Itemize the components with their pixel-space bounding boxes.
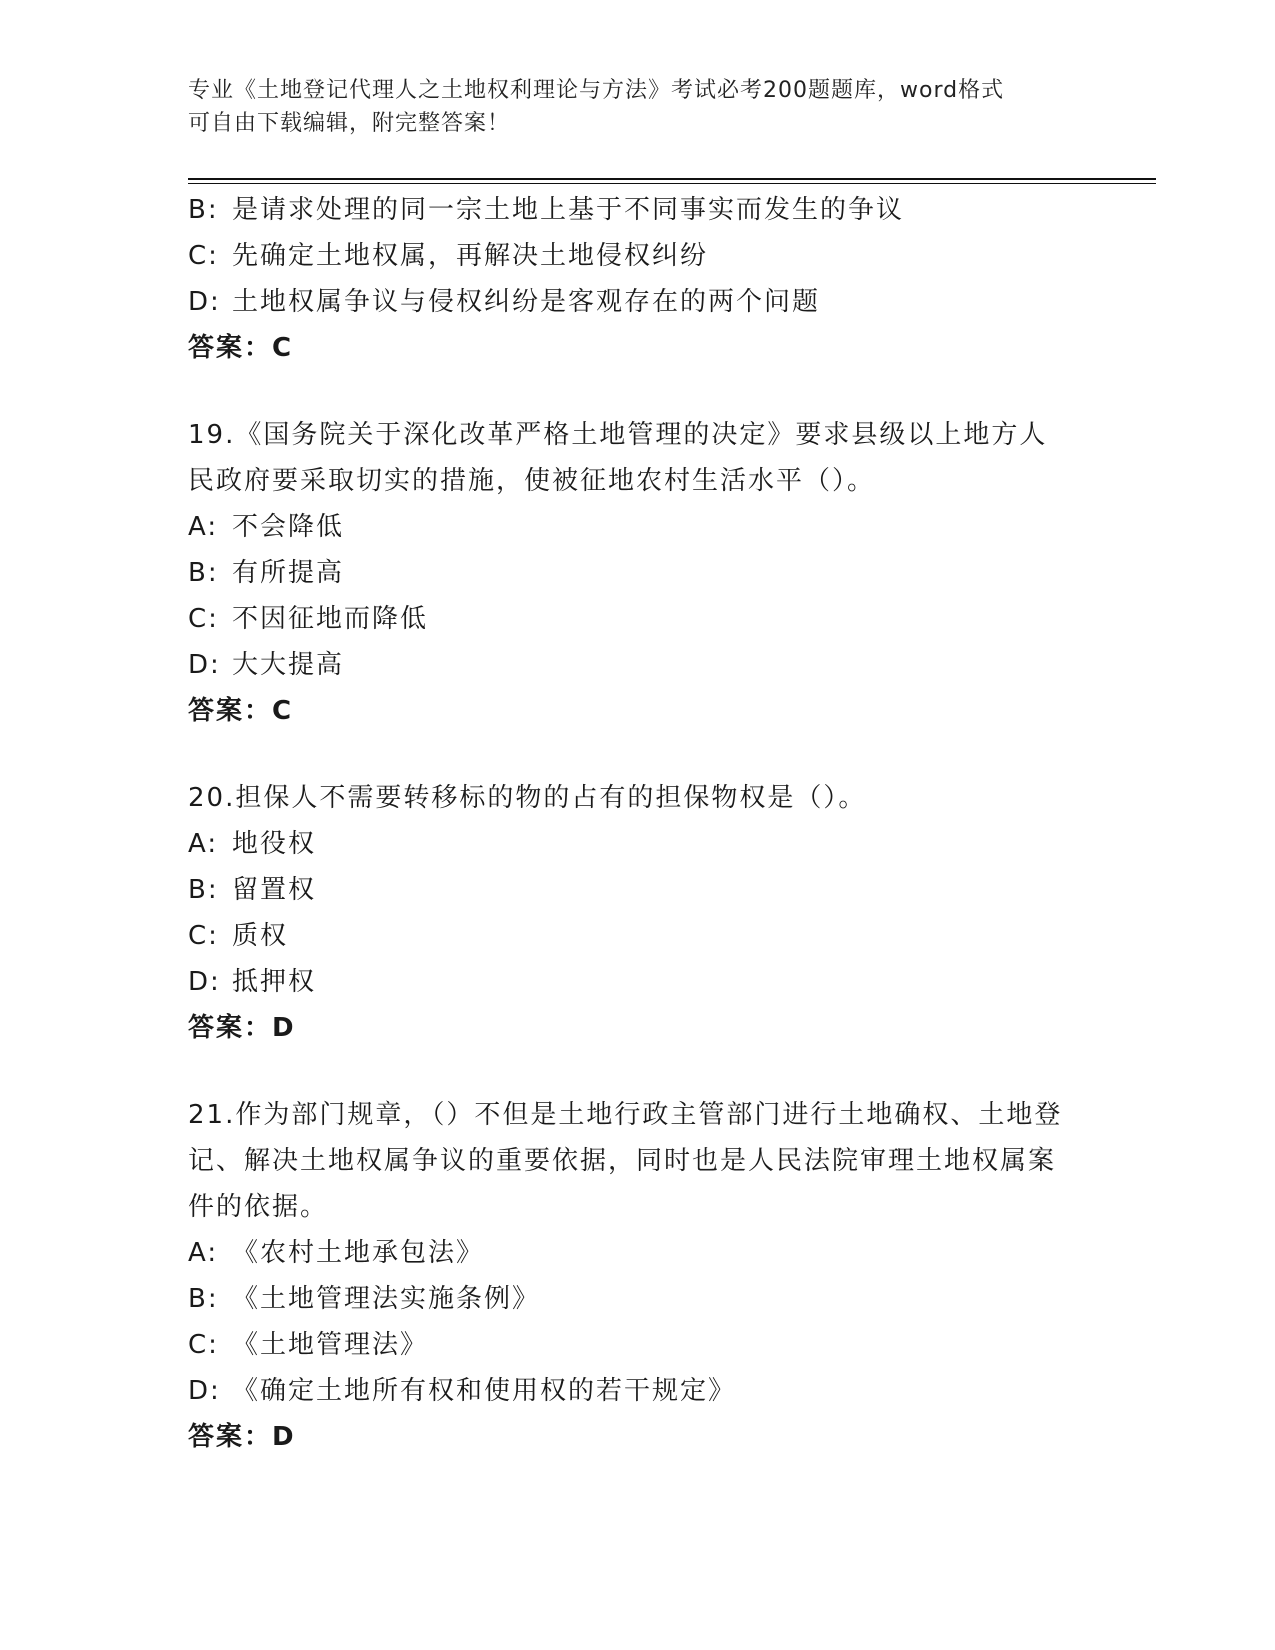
question-19 xyxy=(188,412,1088,734)
option-text: 抵押权 xyxy=(232,967,317,997)
answer-line: 答案：D xyxy=(188,1422,296,1452)
option-label: C: xyxy=(188,604,219,634)
header-line-2: 可自由下载编辑，附完整答案！ xyxy=(188,111,511,136)
option-item xyxy=(188,1230,1088,1276)
question-20 xyxy=(188,775,1088,1051)
option-text: 不会降低 xyxy=(232,512,345,542)
option-label: A: xyxy=(188,512,219,542)
option-item xyxy=(188,642,1088,688)
option-label: B: xyxy=(188,195,219,225)
question-list xyxy=(188,187,1088,1460)
option-label: A: xyxy=(188,1238,219,1268)
option-text: 有所提高 xyxy=(232,558,345,588)
question-stem: 20.担保人不需要转移标的物的占有的担保物权是（）。 xyxy=(188,783,867,813)
option-item xyxy=(188,504,1088,550)
answer-line: 答案：C xyxy=(188,696,294,726)
option-item xyxy=(188,821,1088,867)
option-label: C: xyxy=(188,1330,219,1360)
option-item xyxy=(188,187,1088,233)
option-item xyxy=(188,867,1088,913)
question-stem: 21.作为部门规章，（）不但是土地行政主管部门进行土地确权、土地登记、解决土地权属争议的重要依据，同时也是人民法院审理土地权属案件的依据。 xyxy=(188,1100,1063,1222)
option-label: D: xyxy=(188,650,221,680)
question-stem: 19.《国务院关于深化改革严格土地管理的决定》要求县级以上地方人民政府要采取切实的措施，使被征地农村生活水平（）。 xyxy=(188,420,1048,496)
option-label: B: xyxy=(188,1284,219,1314)
option-text: 大大提高 xyxy=(232,650,345,680)
option-label: D: xyxy=(188,967,221,997)
option-label: B: xyxy=(188,558,219,588)
option-item xyxy=(188,279,1088,325)
option-text: 是请求处理的同一宗土地上基于不同事实而发生的争议 xyxy=(232,195,905,225)
option-label: D: xyxy=(188,287,221,317)
option-text: 不因征地而降低 xyxy=(232,604,429,634)
option-item xyxy=(188,1368,1088,1414)
option-label: C: xyxy=(188,241,219,271)
option-label: C: xyxy=(188,921,219,951)
option-text: 质权 xyxy=(232,921,289,951)
answer-line: 答案：D xyxy=(188,1013,296,1043)
option-text: 先确定土地权属，再解决土地侵权纠纷 xyxy=(232,241,709,271)
option-text: 留置权 xyxy=(232,875,317,905)
question-21 xyxy=(188,1092,1088,1460)
question-fragment xyxy=(188,187,1088,371)
option-item xyxy=(188,913,1088,959)
option-item xyxy=(188,233,1088,279)
option-item xyxy=(188,550,1088,596)
option-text: 《土地管理法》 xyxy=(232,1330,429,1360)
option-text: 《确定土地所有权和使用权的若干规定》 xyxy=(232,1376,737,1406)
option-text: 《农村土地承包法》 xyxy=(232,1238,485,1268)
option-item xyxy=(188,1322,1088,1368)
option-item xyxy=(188,959,1088,1005)
page-header xyxy=(188,74,1088,140)
option-text: 土地权属争议与侵权纠纷是客观存在的两个问题 xyxy=(232,287,821,317)
answer-line: 答案：C xyxy=(188,333,294,363)
option-label: A: xyxy=(188,829,219,859)
option-label: D: xyxy=(188,1376,221,1406)
option-item xyxy=(188,1276,1088,1322)
option-item xyxy=(188,596,1088,642)
option-text: 《土地管理法实施条例》 xyxy=(232,1284,541,1314)
header-divider xyxy=(188,178,1156,184)
header-line-1: 专业《土地登记代理人之土地权利理论与方法》考试必考200题题库，word格式 xyxy=(188,78,1005,103)
option-text: 地役权 xyxy=(232,829,317,859)
option-label: B: xyxy=(188,875,219,905)
